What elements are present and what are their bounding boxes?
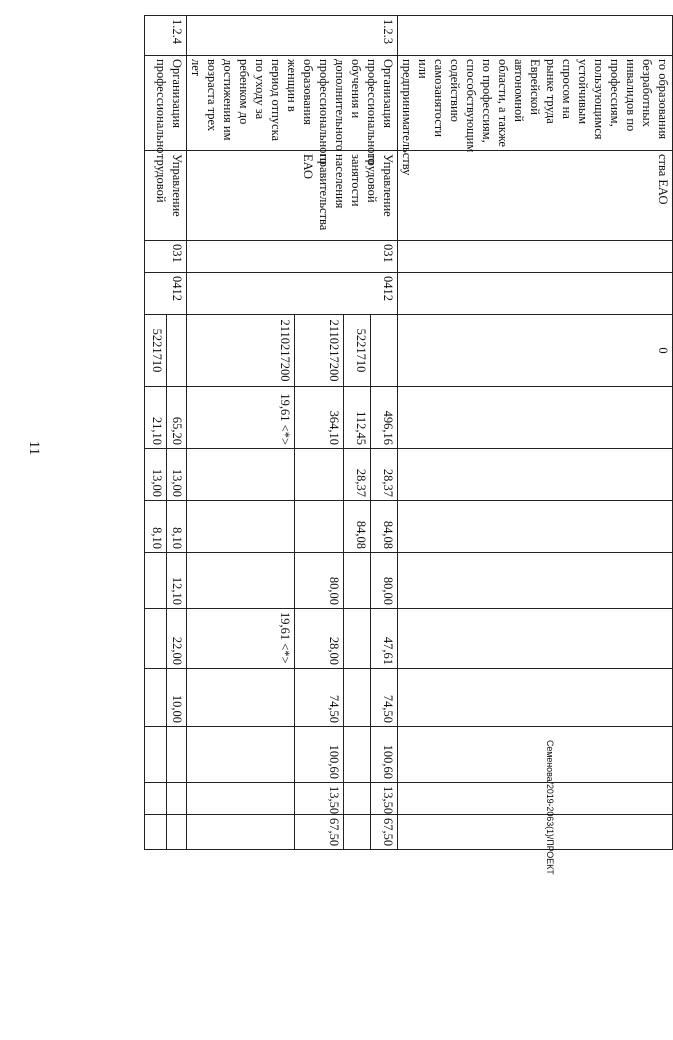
cell-2022 (343, 815, 370, 850)
cell-2019: 74,50 (295, 669, 344, 727)
cell-2019: 74,50 (370, 669, 397, 727)
cell-executor: ства ЕАО (398, 151, 673, 241)
cell-2018: 28,00 (295, 609, 344, 669)
cell-2019 (398, 669, 673, 727)
cell-2015 (187, 449, 295, 501)
cell-csr (167, 315, 187, 387)
cell-2018 (145, 609, 167, 669)
cell-2015 (295, 449, 344, 501)
cell-2019 (343, 669, 370, 727)
cell-2022 (145, 815, 167, 850)
cell-name: Организация профессионального обучения и дополнительного профессионального образования женщин в период отпуска по уходу за ребенком до достижения им возраста трех лет (187, 56, 398, 151)
cell-grbs: 031 (145, 241, 187, 273)
cell-2021: 13,50 (295, 783, 344, 815)
cell-2018: 22,00 (167, 609, 187, 669)
cell-2015: 28,37 (370, 449, 397, 501)
cell-2021 (145, 783, 167, 815)
cell-2021 (398, 783, 673, 815)
cell-total: 364,10 (295, 387, 344, 449)
cell-num: 1.2.4 (145, 16, 187, 56)
cell-2022 (398, 815, 673, 850)
cell-2018: 47,61 (370, 609, 397, 669)
cell-2016 (398, 501, 673, 553)
cell-total: 112,45 (343, 387, 370, 449)
cell-csr: 5221710 (145, 315, 167, 387)
cell-2016 (295, 501, 344, 553)
cell-2020 (398, 727, 673, 783)
page-number: 11 (26, 440, 42, 456)
cell-2020 (187, 727, 295, 783)
cell-2021: 13,50 (370, 783, 397, 815)
cell-2017: 80,00 (295, 553, 344, 609)
cell-2017 (398, 553, 673, 609)
cell-num: 1.2.3 (187, 16, 398, 56)
cell-2020 (167, 727, 187, 783)
table-row (167, 16, 187, 850)
footer-note: Семенова/2019-2063(1)/ПРОЕКТ (545, 740, 555, 875)
cell-2019 (145, 669, 167, 727)
cell-rzpr: 0412 (187, 273, 398, 315)
cell-2018 (343, 609, 370, 669)
cell-2017 (343, 553, 370, 609)
cell-name: Организация профессионально (145, 56, 187, 151)
cell-2019 (187, 669, 295, 727)
cell-rzpr: 0412 (145, 273, 187, 315)
cell-total (398, 387, 673, 449)
cell-executor: Управление трудовой (145, 151, 187, 241)
cell-name: го образования безработных инвалидов по профессиям, пользующимся устойчивым спросом на рынке труда Еврейской автономной области, а также по профессиям, способствующим содействию самозанятости или предпринимательству (398, 56, 673, 151)
cell-num (398, 16, 673, 56)
cell-grbs (398, 241, 673, 273)
cell-2022: 67,50 (295, 815, 344, 850)
cell-2015: 13,00 (145, 449, 167, 501)
cell-2016: 84,08 (370, 501, 397, 553)
cell-executor: Управление трудовой занятости населения правительства ЕАО (187, 151, 398, 241)
cell-2015 (398, 449, 673, 501)
cell-2021 (187, 783, 295, 815)
cell-2017: 80,00 (370, 553, 397, 609)
cell-2021 (343, 783, 370, 815)
cell-total: 496,16 (370, 387, 397, 449)
cell-csr: 2110217200 (187, 315, 295, 387)
cell-2020 (343, 727, 370, 783)
cell-csr: 5221710 (343, 315, 370, 387)
cell-2015: 13,00 (167, 449, 187, 501)
table-row (398, 16, 673, 850)
budget-table (144, 15, 673, 850)
cell-2016 (187, 501, 295, 553)
cell-2016: 8,10 (167, 501, 187, 553)
cell-rzpr (398, 273, 673, 315)
cell-2017 (145, 553, 167, 609)
cell-csr: 0 (398, 315, 673, 387)
cell-2016: 8,10 (145, 501, 167, 553)
cell-total: 65,20 (167, 387, 187, 449)
cell-2020: 100,60 (295, 727, 344, 783)
cell-2018 (398, 609, 673, 669)
cell-csr: 2110217200 (295, 315, 344, 387)
cell-2021 (167, 783, 187, 815)
cell-2020 (145, 727, 167, 783)
cell-total: 21,10 (145, 387, 167, 449)
cell-2022: 67,50 (370, 815, 397, 850)
cell-2018: 19,61 <*> (187, 609, 295, 669)
cell-2020: 100,60 (370, 727, 397, 783)
table-row (370, 16, 397, 850)
cell-2015: 28,37 (343, 449, 370, 501)
cell-2017 (187, 553, 295, 609)
cell-2016: 84,08 (343, 501, 370, 553)
cell-2017: 12,10 (167, 553, 187, 609)
cell-2019: 10,00 (167, 669, 187, 727)
cell-csr (370, 315, 397, 387)
cell-total: 19,61 <*> (187, 387, 295, 449)
cell-grbs: 031 (187, 241, 398, 273)
cell-2022 (167, 815, 187, 850)
cell-2022 (187, 815, 295, 850)
